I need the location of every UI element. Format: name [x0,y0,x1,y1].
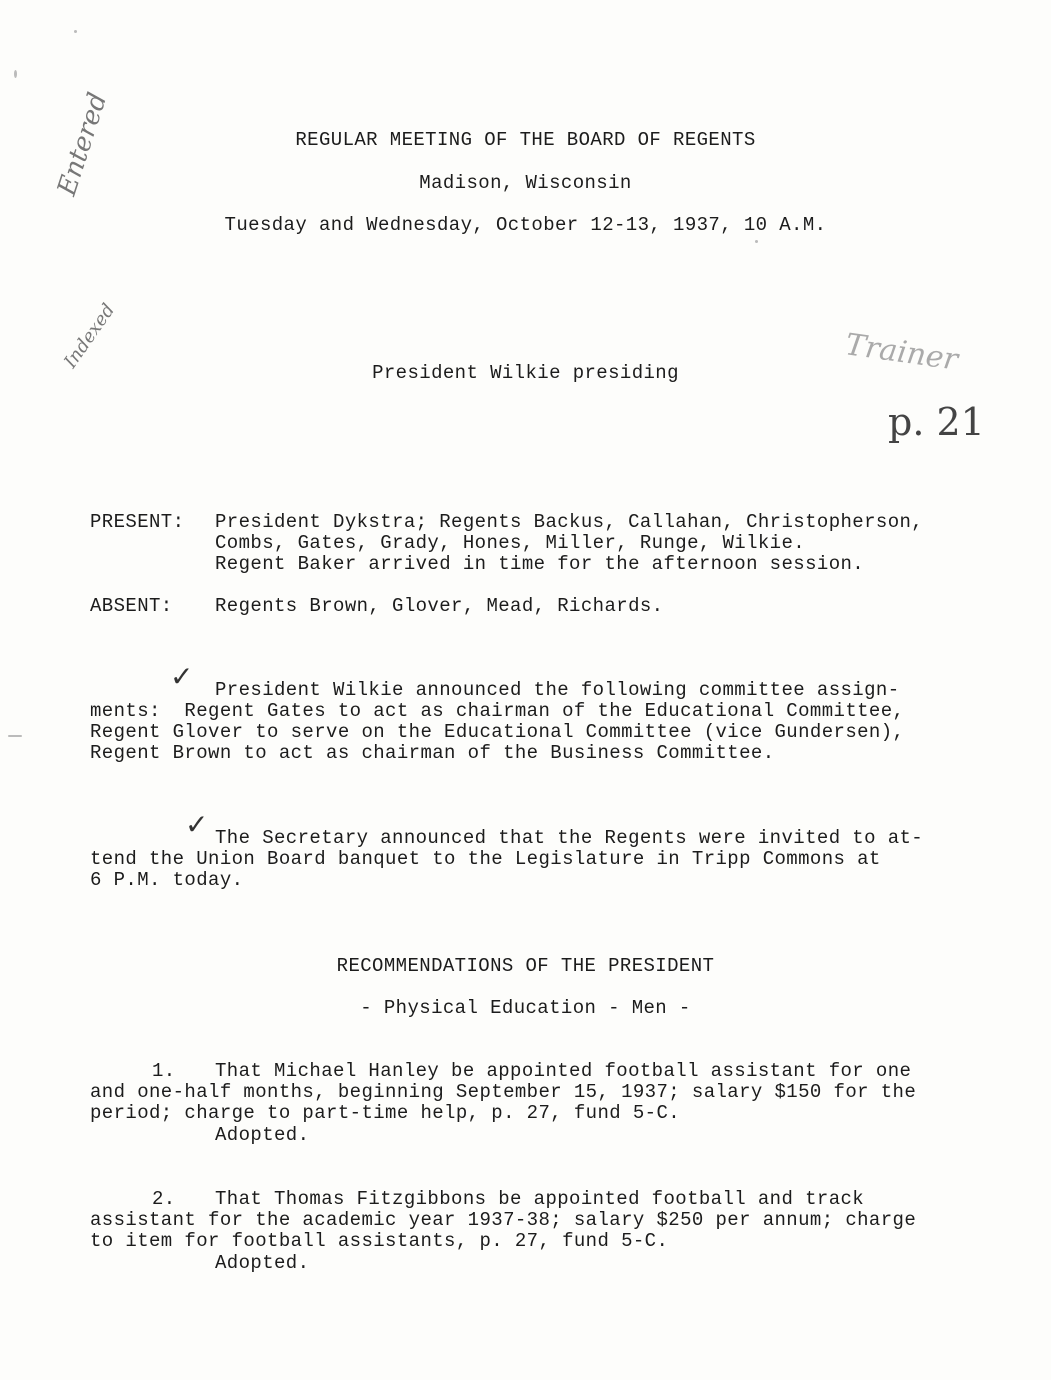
item-line: period; charge to part-time help, p. 27, fund 5-C. [90,1102,681,1124]
margin-note-page: p. 21 [888,400,985,444]
paragraph-line: President Wilkie announced the following committee assign- [215,679,900,701]
paragraph-line: tend the Union Board banquet to the Legislature in Tripp Commons at [90,848,881,870]
paper-speck [755,240,758,243]
checkmark-icon: ✓ [185,808,209,841]
paragraph-line: 6 P.M. today. [90,869,244,891]
section-heading: RECOMMENDATIONS OF THE PRESIDENT [336,955,715,977]
document-location: Madison, Wisconsin [419,172,632,194]
paragraph-line: Regent Glover to serve on the Educational Committee (vice Gundersen), [90,721,905,743]
checkmark-icon: ✓ [170,660,194,693]
present-line: President Dykstra; Regents Backus, Callahan, Christopherson, [215,511,924,533]
margin-note-trainer: Trainer [843,327,961,378]
paragraph-line: ments: Regent Gates to act as chairman of the Educational Committee, [90,700,905,722]
item-line: and one-half months, beginning September 15, 1937; salary $150 for the [90,1081,917,1103]
item-line: That Thomas Fitzgibbons be appointed football and track [215,1188,865,1210]
section-subheading: - Physical Education - Men - [360,997,691,1019]
document-date: Tuesday and Wednesday, October 12-13, 1937, 10 A.M. [224,214,827,236]
presiding-line: President Wilkie presiding [372,362,679,384]
item-line: assistant for the academic year 1937-38; salary $250 per annum; charge [90,1209,917,1231]
margin-note-entered: Entered [52,89,114,200]
item-status: Adopted. [215,1124,310,1146]
document-title: REGULAR MEETING OF THE BOARD OF REGENTS [295,129,756,151]
present-label: PRESENT: [90,511,185,533]
present-line: Combs, Gates, Grady, Hones, Miller, Runge, Wilkie. [215,532,806,554]
item-number: 1. [152,1060,176,1082]
paragraph-line: Regent Brown to act as chairman of the Business Committee. [90,742,775,764]
absent-label: ABSENT: [90,595,173,617]
paragraph-line: The Secretary announced that the Regents were invited to at- [215,827,924,849]
present-line: Regent Baker arrived in time for the afternoon session. [215,553,865,575]
margin-note-indexed: Indexed [60,300,120,373]
item-line: That Michael Hanley be appointed football assistant for one [215,1060,912,1082]
paper-speck [14,70,17,78]
absent-text: Regents Brown, Glover, Mead, Richards. [215,595,664,617]
item-number: 2. [152,1188,176,1210]
item-line: to item for football assistants, p. 27, fund 5-C. [90,1230,669,1252]
paper-speck [74,30,77,33]
item-status: Adopted. [215,1252,310,1274]
paper-speck [8,735,22,737]
